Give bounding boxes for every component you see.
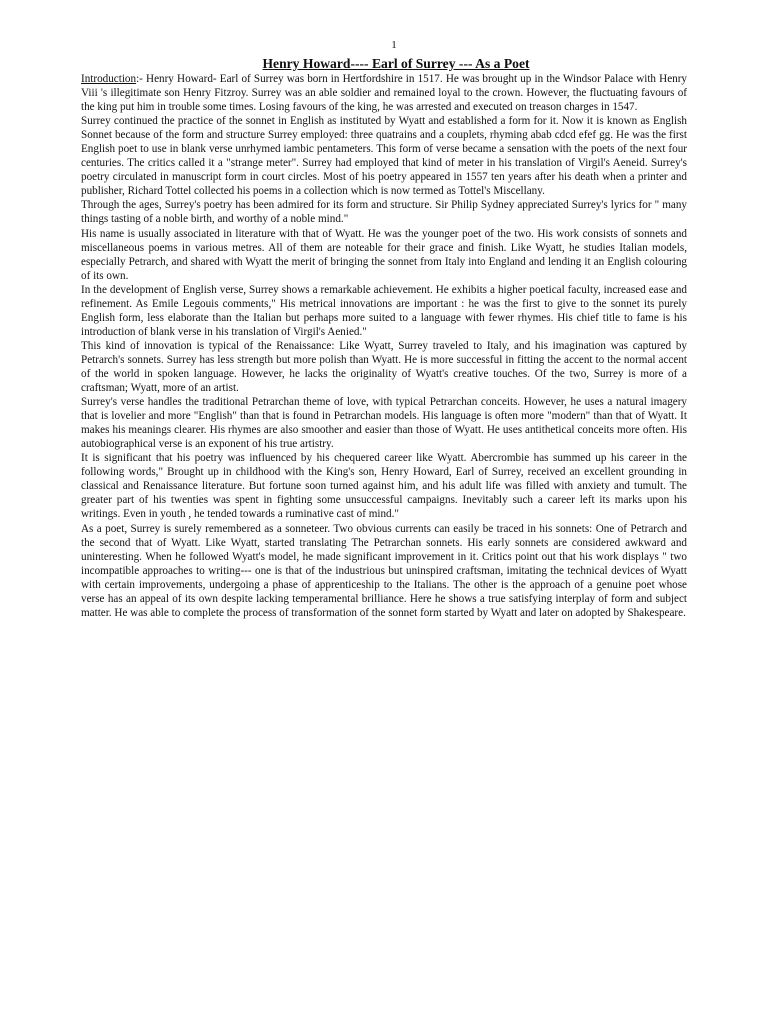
paragraph-wyatt-association: His name is usually associated in literature with that of Wyatt. He was the younger poet of the two. His work consists of sonnets and miscellaneous poems in various metres. All of them are noteable for their grace and finish. Like Wyatt, he studies Italian models, especially Petrarch, and shared with Wyatt the merit of bringing the sonnet from Italy into England and lending it an English colouring of its own.	[81, 227, 687, 282]
paragraph-petrarchan-theme: Surrey's verse handles the traditional Petrarchan theme of love, with typical Petrarchan conceits. However, he uses a natural imagery that is lovelier and more "English" than that is found in Petrarchan models. His language is often more "modern" than that of Wyatt. It makes his meanings clearer. His rhymes are also smoother and easier than those of Wyatt. He uses antithetical conceits more often. His autobiographical verse is an exponent of his true artistry.	[81, 396, 687, 451]
paragraph-chequered-career: It is significant that his poetry was influenced by his chequered career like Wyatt. Abercrombie has summed up his career in the following words," Brought up in childhood with the King's son, Henry Howard, Earl of Surrey, received an excellent grounding in classical and Renaissance literature. But fortune soon turned against him, and his adult life was filled with anxiety and tumult. The greater part of his twenties was spent in fighting some unsuccessful campaigns. Inevitably such a career left its marks upon his writings. Even in youth , he tended towards a ruminative cast of mind."	[81, 452, 687, 521]
paragraph-sydney-appreciation: Through the ages, Surrey's poetry has been admired for its form and structure. Sir Philip Sydney appreciated Surrey's lyrics for " many things tasting of a noble birth, and worthy of a noble mind."	[81, 199, 687, 226]
document-title: Henry Howard---- Earl of Surrey --- As a Poet	[262, 56, 530, 71]
document-body	[81, 72, 687, 620]
paragraph-renaissance-innovation: This kind of innovation is typical of the Renaissance: Like Wyatt, Surrey traveled to Italy, and his imagination was captured by Petrarch's sonnets. Surrey has less strength but more polish than Wyatt. He is more successful in fitting the accent to the normal accent of the world in spoken language. However, he lacks the originality of Wyatt's creative touches. Of the two, Surrey is more of a craftsman; Wyatt, more of an artist.	[81, 339, 687, 395]
paragraph-sonneteer: As a poet, Surrey is surely remembered as a sonneteer. Two obvious currents can easily be traced in his sonnets: One of Petrarch and the second that of Wyatt. Like Wyatt, started translating The Petrarchan sonnets. His early sonnets are considered awkward and uninteresting. When he followed Wyatt's model, he made significant improvement in it. Critics point out that his work displays " two incompatible approaches to writing--- one is that of the industrious but uninspired craftsman, imitating the technical devices of Wyatt with certain improvements, undergoing a phase of apprenticeship to the Italians. The other is the approach of a genuine poet whose verse has an appeal of its own despite lacking temperamental brilliance. Here he shows a true satisfying interplay of form and subject matter. He was able to complete the process of transformation of the sonnet form started by Wyatt and later on adopted by Shakespeare.	[81, 522, 687, 619]
page-number: 1	[391, 39, 397, 51]
paragraph-sonnet-form: Surrey continued the practice of the sonnet in English as instituted by Wyatt and established a form for it. Now it is known as English Sonnet because of the form and structure Surrey employed: three quatrains and a couplets, rhyming abab cdcd efef gg. He was the first English poet to use in blank verse unrhymed iambic pentameters. This form of verse became a sensation with the poets of the next four centuries. The critics called it a "strange meter". Surrey had employed that kind of meter in his translation of Virgil's Aeneid. Surrey's poetry circulated in manuscript form in court circles. Most of his poetry appeared in 1557 ten years after his death when a printer and publisher, Richard Tottel collected his poems in a collection which is now termed as Tottel's Miscellany.	[81, 115, 687, 198]
introduction-label: Introduction	[81, 73, 137, 85]
paragraph-introduction	[81, 72, 687, 114]
paragraph-english-verse: In the development of English verse, Surrey shows a remarkable achievement. He exhibits a higher poetical faculty, increased ease and refinement. As Emile Legouis comments," His metrical innovations are important : he was the first to give to the sonnet its purely English form, less elaborate than the Italian but perhaps more suited to a language with fewer rhymes. His chief title to fame is his introduction of blank verse in his translation of Virgil's Aenied."	[81, 283, 687, 338]
paragraph-text: :- Henry Howard- Earl of Surrey was born in Hertfordshire in 1517. He was brought up in the Windsor Palace with Henry Viii 's illegitimate son Henry Fitzroy. Surrey was an able soldier and remained loyal to the crown. However, the fluctuating favours of the king put him in trouble some times. Losing favours of the king, he was arrested and executed on treason charges in 1547.	[81, 73, 687, 114]
